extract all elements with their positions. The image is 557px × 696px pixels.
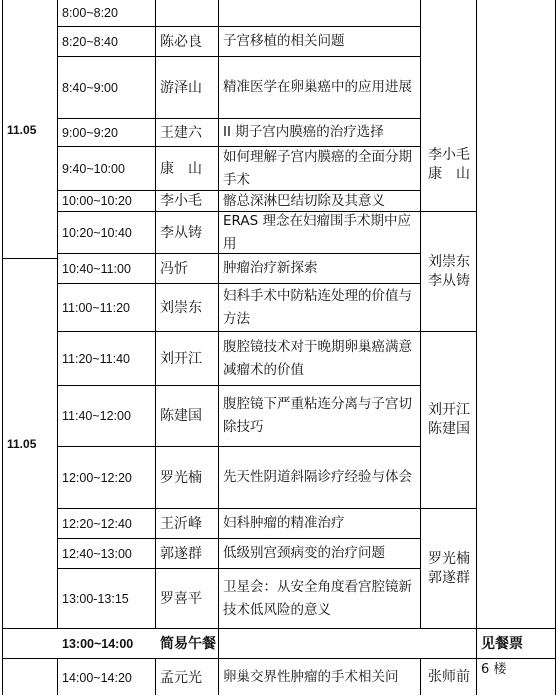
grid-line bbox=[420, 658, 421, 695]
time-cell: 8:20~8:40 bbox=[62, 34, 118, 49]
speaker-cell: 孟元光 bbox=[160, 669, 202, 686]
time-cell: 12:40~13:00 bbox=[62, 546, 132, 561]
time-cell: 14:00~14:20 bbox=[62, 670, 132, 685]
speaker-cell: 陈必良 bbox=[160, 33, 202, 50]
topic-cell: 卫星会：从安全角度看宫腔镜新技术低风险的意义 bbox=[223, 578, 412, 618]
speaker-cell: 陈建国 bbox=[160, 408, 202, 424]
time-cell: 11:20~11:40 bbox=[62, 351, 131, 366]
speaker-cell: 郭遂群 bbox=[160, 545, 202, 562]
time-cell: 9:40~10:00 bbox=[62, 161, 125, 176]
speaker-cell: 刘崇东 bbox=[160, 299, 202, 316]
topic-cell: 卵巢交界性肿瘤的手术相关问 bbox=[223, 669, 399, 685]
topic-cell: 低级别宫颈病变的治疗问题 bbox=[223, 545, 385, 561]
grid-line bbox=[2, 0, 3, 1]
grid-line bbox=[420, 0, 421, 629]
grid-line bbox=[57, 0, 58, 629]
time-cell: 8:00~8:20 bbox=[62, 5, 118, 20]
lunch-label: 简易午餐 bbox=[160, 635, 216, 652]
topic-cell: 先天性阴道斜隔诊疗经验与体会 bbox=[223, 469, 412, 485]
time-cell: 8:40~9:00 bbox=[62, 80, 118, 95]
speaker-cell: 李小毛 bbox=[160, 193, 202, 209]
grid-line bbox=[476, 0, 477, 695]
speaker-cell: 罗喜平 bbox=[160, 590, 202, 607]
time-cell: 10:20~10:40 bbox=[62, 225, 132, 240]
speaker-cell: 王建六 bbox=[160, 124, 202, 141]
floor-note: 6 楼 bbox=[481, 661, 507, 677]
speaker-cell: 刘开江 bbox=[160, 350, 202, 367]
time-cell: 10:00~10:20 bbox=[62, 194, 132, 208]
time-cell: 11:40~12:00 bbox=[62, 409, 131, 423]
date-cell: 11.05 bbox=[7, 436, 37, 451]
lunch-note: 见餐票 bbox=[481, 635, 523, 652]
chair-cell: 刘崇东 李从铸 bbox=[428, 253, 470, 289]
grid-line bbox=[57, 658, 58, 695]
time-cell: 12:00~12:20 bbox=[62, 470, 132, 485]
chair-cell: 李小毛 康 山 bbox=[428, 147, 470, 182]
grid-line bbox=[218, 0, 219, 695]
topic-cell: 如何理解子宫内膜癌的全面分期手术 bbox=[223, 148, 412, 188]
chair-cell: 刘开江 陈建国 bbox=[428, 402, 470, 437]
grid-line bbox=[2, 0, 3, 695]
topic-cell: 妇科手术中防粘连处理的价值与方法 bbox=[223, 287, 412, 327]
topic-cell: 子宫移植的相关问题 bbox=[223, 33, 345, 49]
topic-cell: II 期子宫内膜癌的治疗选择 bbox=[223, 124, 384, 140]
topic-cell: ERAS 理念在妇瘤围手术期中应用 bbox=[223, 212, 411, 252]
time-cell: 13:00-13:15 bbox=[62, 591, 129, 606]
topic-cell: 腹腔镜技术对于晚期卵巢癌满意减瘤术的价值 bbox=[223, 338, 412, 378]
speaker-cell bbox=[160, 0, 215, 26]
topic-cell: 髂总深淋巴结切除及其意义 bbox=[223, 192, 385, 209]
time-cell: 9:00~9:20 bbox=[62, 125, 118, 140]
grid-line bbox=[155, 658, 156, 695]
grid-line bbox=[555, 0, 556, 695]
time-cell: 11:00~11:20 bbox=[62, 300, 131, 315]
chair-cell: 罗光楠 郭遂群 bbox=[428, 550, 470, 586]
speaker-cell: 游泽山 bbox=[160, 79, 202, 96]
topic-cell: 精准医学在卵巢癌中的应用进展 bbox=[223, 79, 412, 95]
time-cell: 13:00~14:00 bbox=[62, 636, 134, 651]
speaker-cell: 王沂峰 bbox=[160, 515, 202, 532]
speaker-cell: 冯忻 bbox=[160, 260, 188, 277]
speaker-cell: 李从铸 bbox=[160, 224, 202, 241]
topic-cell: 妇科肿瘤的精准治疗 bbox=[223, 515, 345, 531]
speaker-cell: 罗光楠 bbox=[160, 469, 202, 486]
time-cell: 10:40~11:00 bbox=[62, 261, 131, 276]
time-cell: 12:20~12:40 bbox=[62, 516, 132, 531]
grid-line bbox=[155, 0, 156, 629]
date-cell: 11.05 bbox=[7, 122, 37, 137]
chair-cell: 张师前 bbox=[428, 669, 470, 685]
speaker-cell: 康 山 bbox=[160, 160, 202, 177]
topic-cell: 肿瘤治疗新探索 bbox=[223, 260, 318, 276]
topic-cell bbox=[223, 0, 417, 26]
topic-cell: 腹腔镜下严重粘连分离与子宫切除技巧 bbox=[223, 396, 412, 435]
